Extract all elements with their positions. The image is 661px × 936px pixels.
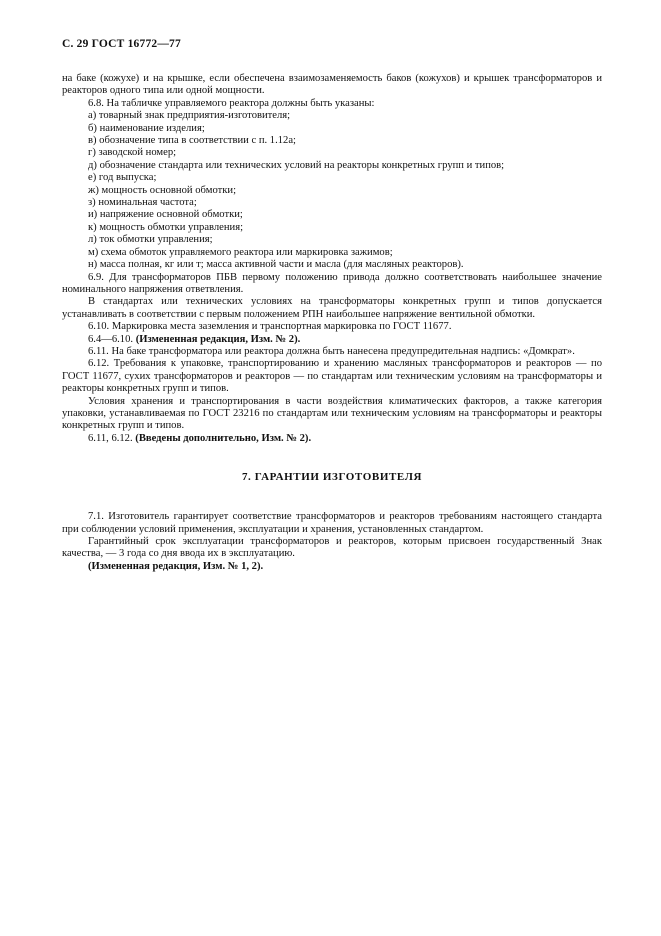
list-item: д) обозначение стандарта или технических условий на реакторы конкретных групп и типов; (88, 159, 505, 171)
paragraph-6-9-b: В стандартах или технических условиях на трансформаторы конкретных групп и типов допускается устанавливать в соответствии с первым положением РПН наибольшее напряжение вентильной обмотки. (62, 296, 602, 320)
list-item: н) масса полная, кг или т; масса активной части и масла (для масляных реакторов). (88, 259, 464, 271)
list-item: л) ток обмотки управления; (88, 234, 213, 246)
note-prefix: 6.11, 6.12. (88, 432, 133, 444)
paragraph-6-10: 6.10. Маркировка места заземления и транспортная маркировка по ГОСТ 11677. (88, 321, 452, 333)
document-page (62, 38, 602, 573)
section-7-title: 7. ГАРАНТИИ ИЗГОТОВИТЕЛЯ (241, 471, 423, 484)
nameplate-list (62, 110, 602, 271)
paragraph-6-12: 6.12. Требования к упаковке, транспортированию и хранению масляных трансформаторов и реакторов — по ГОСТ 11677, сухих трансформаторов и реакторов — по стандартам или техническим условиям на трансформаторы и реакторы конкретных групп и типов. (62, 358, 602, 395)
paragraph-7-1-b: Гарантийный срок эксплуатации трансформаторов и реакторов, которым присвоен государственный Знак качества, — 3 года со дня ввода их в эксплуатацию. (62, 536, 602, 560)
note-prefix: 6.4—6.10. (88, 333, 134, 345)
paragraph-7-1: 7.1. Изготовитель гарантирует соответствие трансформаторов и реакторов требованиям настоящего стандарта при соблюдении условий применения, эксплуатации и хранения, установленных стандартом. (62, 511, 602, 535)
note-6-11-6-12 (62, 433, 602, 445)
note-amendment: (Измененная редакция, Изм. № 2). (135, 333, 301, 345)
note-amendment: (Введены дополнительно, Изм. № 2). (135, 432, 312, 444)
list-item: е) год выпуска; (88, 172, 157, 184)
list-item: а) товарный знак предприятия-изготовителя; (88, 110, 291, 122)
paragraph-6-11: 6.11. На баке трансформатора или реактора должна быть нанесена предупредительная надпись: «Домкрат». (88, 345, 575, 357)
list-item: и) напряжение основной обмотки; (88, 209, 243, 221)
list-item: г) заводской номер; (88, 147, 177, 159)
list-item: б) наименование изделия; (88, 122, 205, 134)
note-section-7: (Измененная редакция, Изм. № 1, 2). (88, 560, 264, 572)
note-6-4-6-10 (62, 334, 602, 346)
list-item: в) обозначение типа в соответствии с п. 1.12а; (88, 135, 296, 147)
list-item: з) номинальная частота; (88, 197, 197, 209)
page-header: С. 29 ГОСТ 16772—77 (62, 38, 181, 50)
paragraph-continuation: на баке (кожухе) и на крышке, если обеспечена взаимозаменяемость баков (кожухов) и крышек трансформаторов и реакторов одного типа или одной мощности. (62, 73, 602, 97)
paragraph-6-9: 6.9. Для трансформаторов ПБВ первому положению привода должно соответствовать наибольшее значение номинального напряжения ответвления. (62, 271, 602, 295)
section-7-body (62, 511, 602, 573)
paragraph-6-8-intro: 6.8. На табличке управляемого реактора должны быть указаны: (88, 97, 375, 109)
section-6-body (62, 73, 602, 445)
list-item: к) мощность обмотки управления; (88, 221, 244, 233)
list-item: м) схема обмоток управляемого реактора или маркировка зажимов; (88, 246, 393, 258)
paragraph-6-12-b: Условия хранения и транспортирования в части воздействия климатических факторов, а также категория упаковки, устанавливаемая по ГОСТ 23216 по стандартам или техническим условиям на трансформаторы и реакторы конкретных групп и типов. (62, 395, 602, 432)
list-item: ж) мощность основной обмотки; (88, 184, 237, 196)
